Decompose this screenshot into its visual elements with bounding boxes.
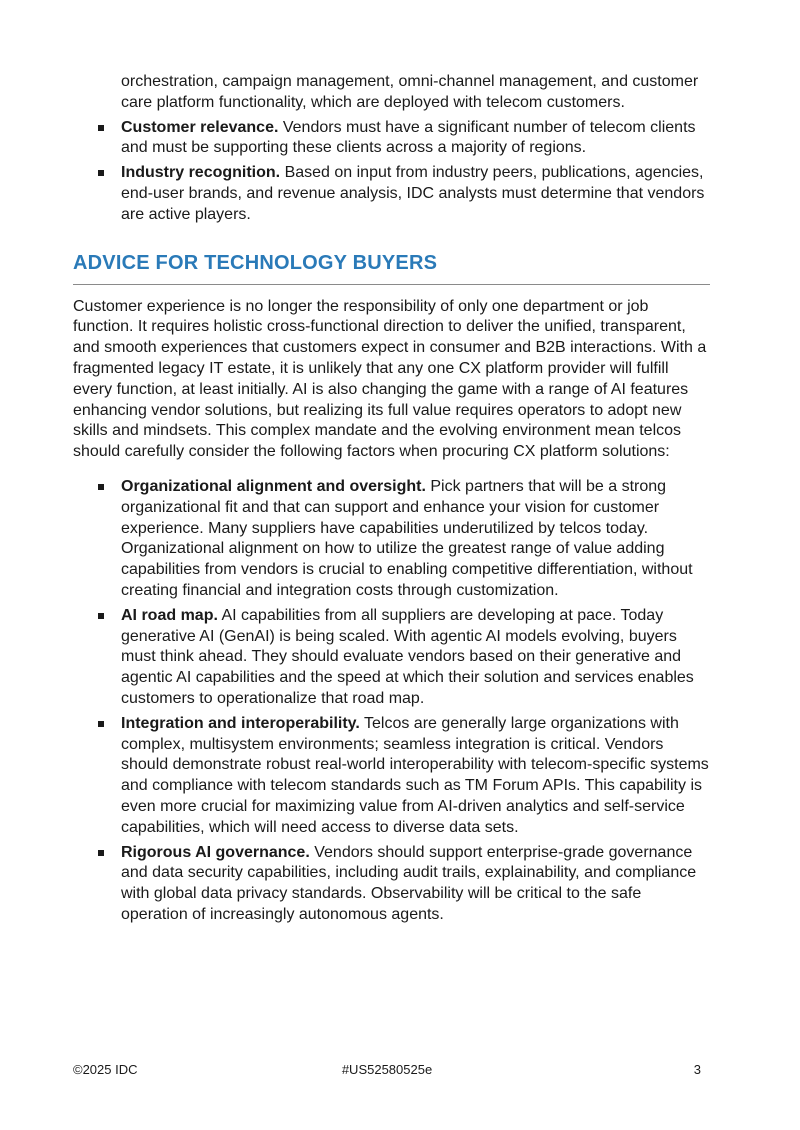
square-bullet-icon xyxy=(98,850,104,856)
criteria-list xyxy=(73,118,710,226)
footer-copyright: ©2025 IDC xyxy=(73,1062,138,1077)
section-paragraph: Customer experience is no longer the responsibility of only one department or job function. It requires holistic cross-functional direction to deliver the unified, transparent, and smooth experiences that customers expect in consumer and B2B interactions. With a fragmented legacy IT estate, it is unlikely that any one CX platform provider will fulfill every function, at least initially. AI is also changing the game with a range of AI features enhancing vendor solutions, but realizing its full value requires operators to adopt new skills and mindsets. This complex mandate and the evolving environment mean telcos should carefully consider the following factors when procuring CX platform solutions: xyxy=(73,297,707,461)
bullet-text: Pick partners that will be a strong organizational fit and that can support and enhance your vision for customer experience. Many suppliers have capabilities underutilized by telcos today. Organizational alignment on how to utilize the greatest range of value adding capabilities from vendors is crucial to enabling competitive differentiation, without creating financial and integration costs through customization. xyxy=(121,477,693,599)
square-bullet-icon xyxy=(98,170,104,176)
continued-bullet-text: orchestration, campaign management, omni-channel management, and customer care platform functionality, which are deployed with telecom customers. xyxy=(121,73,699,111)
square-bullet-icon xyxy=(98,721,104,727)
section-heading: ADVICE FOR TECHNOLOGY BUYERS xyxy=(73,251,438,274)
list-item xyxy=(73,163,710,225)
list-item xyxy=(73,118,710,160)
bullet-lead: Organizational alignment and oversight. xyxy=(121,477,426,495)
bullet-lead: Rigorous AI governance. xyxy=(121,843,310,861)
bullet-lead: Customer relevance. xyxy=(121,118,279,136)
bullet-text: Telcos are generally large organizations with complex, multisystem environments; seamless integration is critical. Vendors should demonstrate robust real-world interoperability with telecom-specific systems and compliance with telecom standards such as TM Forum APIs. This capability is even more crucial for maximizing value from AI-driven analytics and self-service capabilities, which will need access to diverse data sets. xyxy=(121,714,709,836)
bullet-text: Vendors must have a significant number of telecom clients and must be supporting these clients across a majority of regions. xyxy=(121,118,696,157)
page-content xyxy=(73,72,710,930)
advice-list xyxy=(73,477,710,926)
square-bullet-icon xyxy=(98,125,104,131)
square-bullet-icon xyxy=(98,613,104,619)
list-item xyxy=(73,843,710,926)
bullet-text: Vendors should support enterprise-grade governance and data security capabilities, including audit trails, explainability, and compliance with global data privacy standards. Observability will be critical to the safe operation of increasingly autonomous agents. xyxy=(121,843,697,923)
bullet-text: Based on input from industry peers, publications, agencies, end-user brands, and revenue analysis, IDC analysts must determine that vendors are active players. xyxy=(121,164,705,223)
bullet-text: AI capabilities from all suppliers are developing at pace. Today generative AI (GenAI) is being scaled. With agentic AI models evolving, buyers must think ahead. They should evaluate vendors based on their generative and agentic AI capabilities and the speed at which their solution and services enables customers to operationalize that road map. xyxy=(121,606,694,707)
bullet-lead: Integration and interoperability. xyxy=(121,714,360,732)
square-bullet-icon xyxy=(98,484,104,490)
heading-divider xyxy=(73,284,710,285)
list-item xyxy=(73,714,710,839)
page-footer xyxy=(73,1062,701,1078)
bullet-lead: Industry recognition. xyxy=(121,164,281,182)
list-item xyxy=(73,477,710,602)
footer-page-number: 3 xyxy=(693,1062,701,1077)
footer-document-id: #US52580525e xyxy=(341,1062,433,1077)
bullet-lead: AI road map. xyxy=(121,606,218,624)
list-item xyxy=(73,606,710,710)
